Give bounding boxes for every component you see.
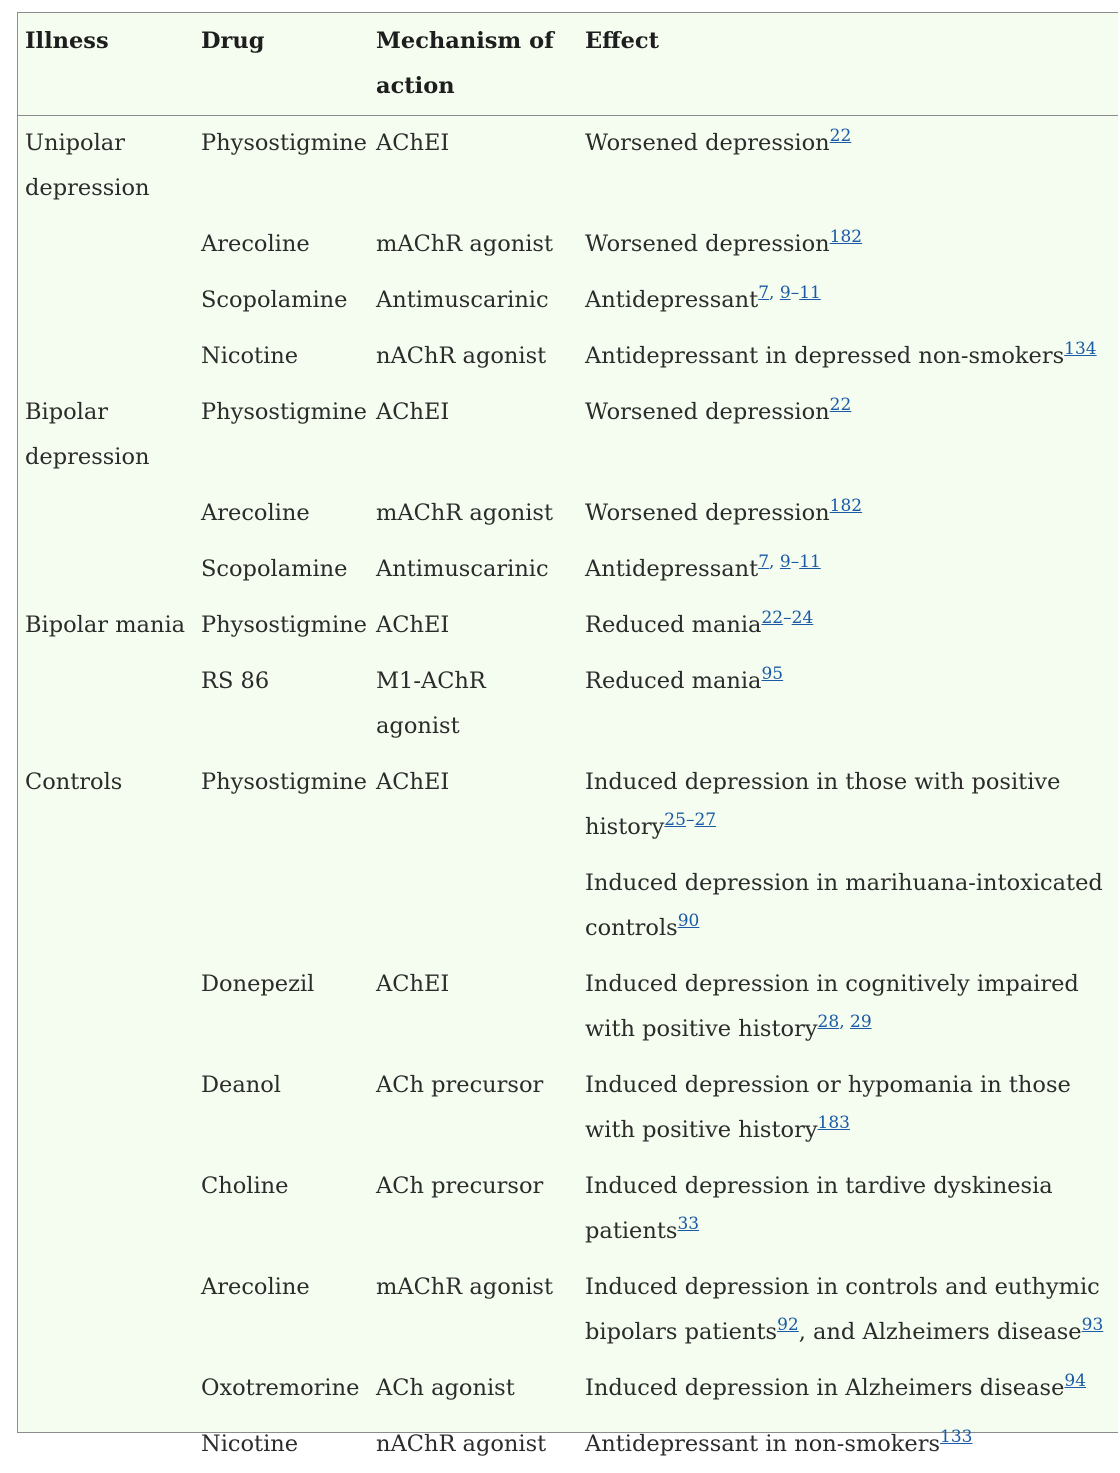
citation-link[interactable]: 25 (664, 810, 686, 830)
cell-mechanism: M1-AChR agonist (369, 654, 578, 755)
citation-group (758, 283, 821, 303)
citation-link[interactable]: 7 (758, 283, 769, 303)
effect-text: Antidepressant (585, 556, 758, 582)
cell-effect (578, 385, 1118, 486)
table-row (18, 654, 1118, 755)
cell-mechanism: AChEI (369, 755, 578, 856)
cell-effect (578, 755, 1118, 856)
table-row (18, 856, 1118, 957)
citation-link[interactable]: 9 (780, 283, 791, 303)
cell-mechanism: nAChR agonist (369, 1417, 578, 1473)
table-row (18, 542, 1118, 598)
cell-drug: Physostigmine (194, 116, 369, 218)
cell-drug: Deanol (194, 1058, 369, 1159)
cell-mechanism: AChEI (369, 116, 578, 218)
citation-separator: – (783, 608, 792, 628)
cell-effect (578, 598, 1118, 654)
cell-effect (578, 654, 1118, 755)
citation-link[interactable]: 22 (830, 395, 852, 415)
cell-drug (194, 856, 369, 957)
cell-effect (578, 329, 1118, 385)
cell-illness (18, 1361, 194, 1417)
cell-drug: Scopolamine (194, 542, 369, 598)
cell-mechanism: ACh precursor (369, 1159, 578, 1260)
citation-group (761, 608, 813, 628)
cell-drug: Physostigmine (194, 755, 369, 856)
effect-text: Induced depression in tardive dyskinesia patients (585, 1173, 1053, 1244)
table-row (18, 1260, 1118, 1361)
citation-separator: , (769, 283, 780, 303)
citation-link[interactable]: 94 (1064, 1371, 1086, 1391)
cell-illness (18, 486, 194, 542)
citation-separator: – (791, 283, 800, 303)
citation-link[interactable]: 93 (1082, 1315, 1104, 1335)
citation-link[interactable]: 28 (818, 1012, 840, 1032)
effect-text: Worsened depression (585, 130, 830, 156)
citation-link[interactable]: 33 (677, 1214, 699, 1234)
cell-mechanism: ACh agonist (369, 1361, 578, 1417)
citation-group (761, 664, 783, 684)
cell-effect (578, 542, 1118, 598)
cell-drug: Oxotremorine (194, 1361, 369, 1417)
citation-link[interactable]: 182 (830, 496, 862, 516)
citation-group (677, 1214, 699, 1234)
citation-link[interactable]: 133 (940, 1427, 972, 1447)
table-row (18, 385, 1118, 486)
citation-group (664, 810, 716, 830)
effect-text: Worsened depression (585, 399, 830, 425)
cell-drug: Nicotine (194, 1417, 369, 1473)
cell-effect (578, 1260, 1118, 1361)
cell-effect (578, 217, 1118, 273)
effect-text: Antidepressant (585, 287, 758, 313)
header-drug: Drug (194, 13, 369, 116)
effect-text: Antidepressant in depressed non-smokers (585, 343, 1064, 369)
effect-text: Induced depression in marihuana-intoxicated controls (585, 870, 1103, 941)
cell-illness: Bipolar mania (18, 598, 194, 654)
citation-link[interactable]: 92 (777, 1315, 799, 1335)
table-row (18, 217, 1118, 273)
citation-group (1064, 339, 1096, 359)
citation-link[interactable]: 22 (761, 608, 783, 628)
table-frame (17, 12, 1118, 1433)
effect-text: Reduced mania (585, 668, 761, 694)
citation-link[interactable]: 11 (799, 552, 821, 572)
effect-text: Reduced mania (585, 612, 761, 638)
cell-mechanism (369, 856, 578, 957)
table-row (18, 957, 1118, 1058)
header-row (18, 13, 1118, 116)
cell-drug: Choline (194, 1159, 369, 1260)
cell-drug: Arecoline (194, 217, 369, 273)
cell-illness: Controls (18, 755, 194, 856)
table-row (18, 755, 1118, 856)
cell-illness (18, 1058, 194, 1159)
citation-link[interactable]: 182 (830, 227, 862, 247)
effect-text: , and Alzheimers disease (799, 1319, 1082, 1345)
cell-mechanism: mAChR agonist (369, 486, 578, 542)
cell-effect (578, 957, 1118, 1058)
citation-group (830, 395, 852, 415)
cell-mechanism: AChEI (369, 385, 578, 486)
cell-drug: Arecoline (194, 1260, 369, 1361)
cell-drug: RS 86 (194, 654, 369, 755)
citation-group (830, 126, 852, 146)
table-row (18, 1361, 1118, 1417)
citation-link[interactable]: 22 (830, 126, 852, 146)
cell-mechanism: ACh precursor (369, 1058, 578, 1159)
table-body (18, 116, 1118, 1473)
effect-text: Worsened depression (585, 231, 830, 257)
cell-mechanism: Antimuscarinic (369, 542, 578, 598)
cell-drug: Donepezil (194, 957, 369, 1058)
cell-effect (578, 1417, 1118, 1473)
effect-text: Induced depression or hypomania in those with positive history (585, 1072, 1071, 1143)
header-mechanism: Mechanism of action (369, 13, 578, 116)
effect-text: Induced depression in controls and euthymic bipolars patients (585, 1274, 1100, 1345)
cell-illness (18, 654, 194, 755)
effect-text: Induced depression in those with positive history (585, 769, 1060, 840)
cell-effect (578, 486, 1118, 542)
cell-mechanism: mAChR agonist (369, 1260, 578, 1361)
effect-text: Induced depression in Alzheimers disease (585, 1375, 1064, 1401)
citation-link[interactable]: 24 (792, 608, 814, 628)
cell-mechanism: mAChR agonist (369, 217, 578, 273)
table-row (18, 486, 1118, 542)
cell-illness (18, 542, 194, 598)
citation-separator: – (686, 810, 695, 830)
header-effect: Effect (578, 13, 1118, 116)
data-table (18, 13, 1118, 1473)
table-row (18, 1159, 1118, 1260)
citation-link[interactable]: 95 (761, 664, 783, 684)
cell-mechanism: nAChR agonist (369, 329, 578, 385)
citation-link[interactable]: 29 (850, 1012, 872, 1032)
cell-illness: Bipolar depression (18, 385, 194, 486)
cell-effect (578, 1058, 1118, 1159)
effect-text: Induced depression in cognitively impaired with positive history (585, 971, 1079, 1042)
table-row (18, 273, 1118, 329)
cell-drug: Physostigmine (194, 598, 369, 654)
cell-drug: Arecoline (194, 486, 369, 542)
cell-effect (578, 856, 1118, 957)
citation-separator: , (839, 1012, 850, 1032)
cell-mechanism: AChEI (369, 957, 578, 1058)
cell-illness (18, 273, 194, 329)
cell-illness (18, 957, 194, 1058)
table-row (18, 329, 1118, 385)
citation-separator: – (791, 552, 800, 572)
citation-group (758, 552, 821, 572)
citation-link[interactable]: 11 (799, 283, 821, 303)
citation-group (830, 227, 862, 247)
citation-link[interactable]: 90 (678, 911, 700, 931)
table-row (18, 1058, 1118, 1159)
table-row (18, 116, 1118, 218)
cell-drug: Nicotine (194, 329, 369, 385)
table-row (18, 1417, 1118, 1473)
cell-effect (578, 1361, 1118, 1417)
cell-illness (18, 217, 194, 273)
citation-group (818, 1113, 850, 1133)
cell-illness: Unipolar depression (18, 116, 194, 218)
cell-illness (18, 329, 194, 385)
citation-group (818, 1012, 872, 1032)
cell-effect (578, 273, 1118, 329)
cell-illness (18, 1260, 194, 1361)
citation-link[interactable]: 27 (694, 810, 716, 830)
cell-mechanism: Antimuscarinic (369, 273, 578, 329)
table-row (18, 598, 1118, 654)
citation-group (940, 1427, 972, 1447)
citation-link[interactable]: 134 (1064, 339, 1096, 359)
citation-link[interactable]: 183 (818, 1113, 850, 1133)
citation-group (1082, 1315, 1104, 1335)
cell-effect (578, 1159, 1118, 1260)
citation-group (777, 1315, 799, 1335)
cell-illness (18, 856, 194, 957)
citation-group (678, 911, 700, 931)
cell-effect (578, 116, 1118, 218)
citation-link[interactable]: 7 (758, 552, 769, 572)
cell-illness (18, 1417, 194, 1473)
effect-text: Worsened depression (585, 500, 830, 526)
cell-illness (18, 1159, 194, 1260)
cell-drug: Physostigmine (194, 385, 369, 486)
citation-group (830, 496, 862, 516)
citation-link[interactable]: 9 (780, 552, 791, 572)
cell-mechanism: AChEI (369, 598, 578, 654)
header-illness: Illness (18, 13, 194, 116)
effect-text: Antidepressant in non-smokers (585, 1431, 940, 1457)
cell-drug: Scopolamine (194, 273, 369, 329)
citation-group (1064, 1371, 1086, 1391)
citation-separator: , (769, 552, 780, 572)
